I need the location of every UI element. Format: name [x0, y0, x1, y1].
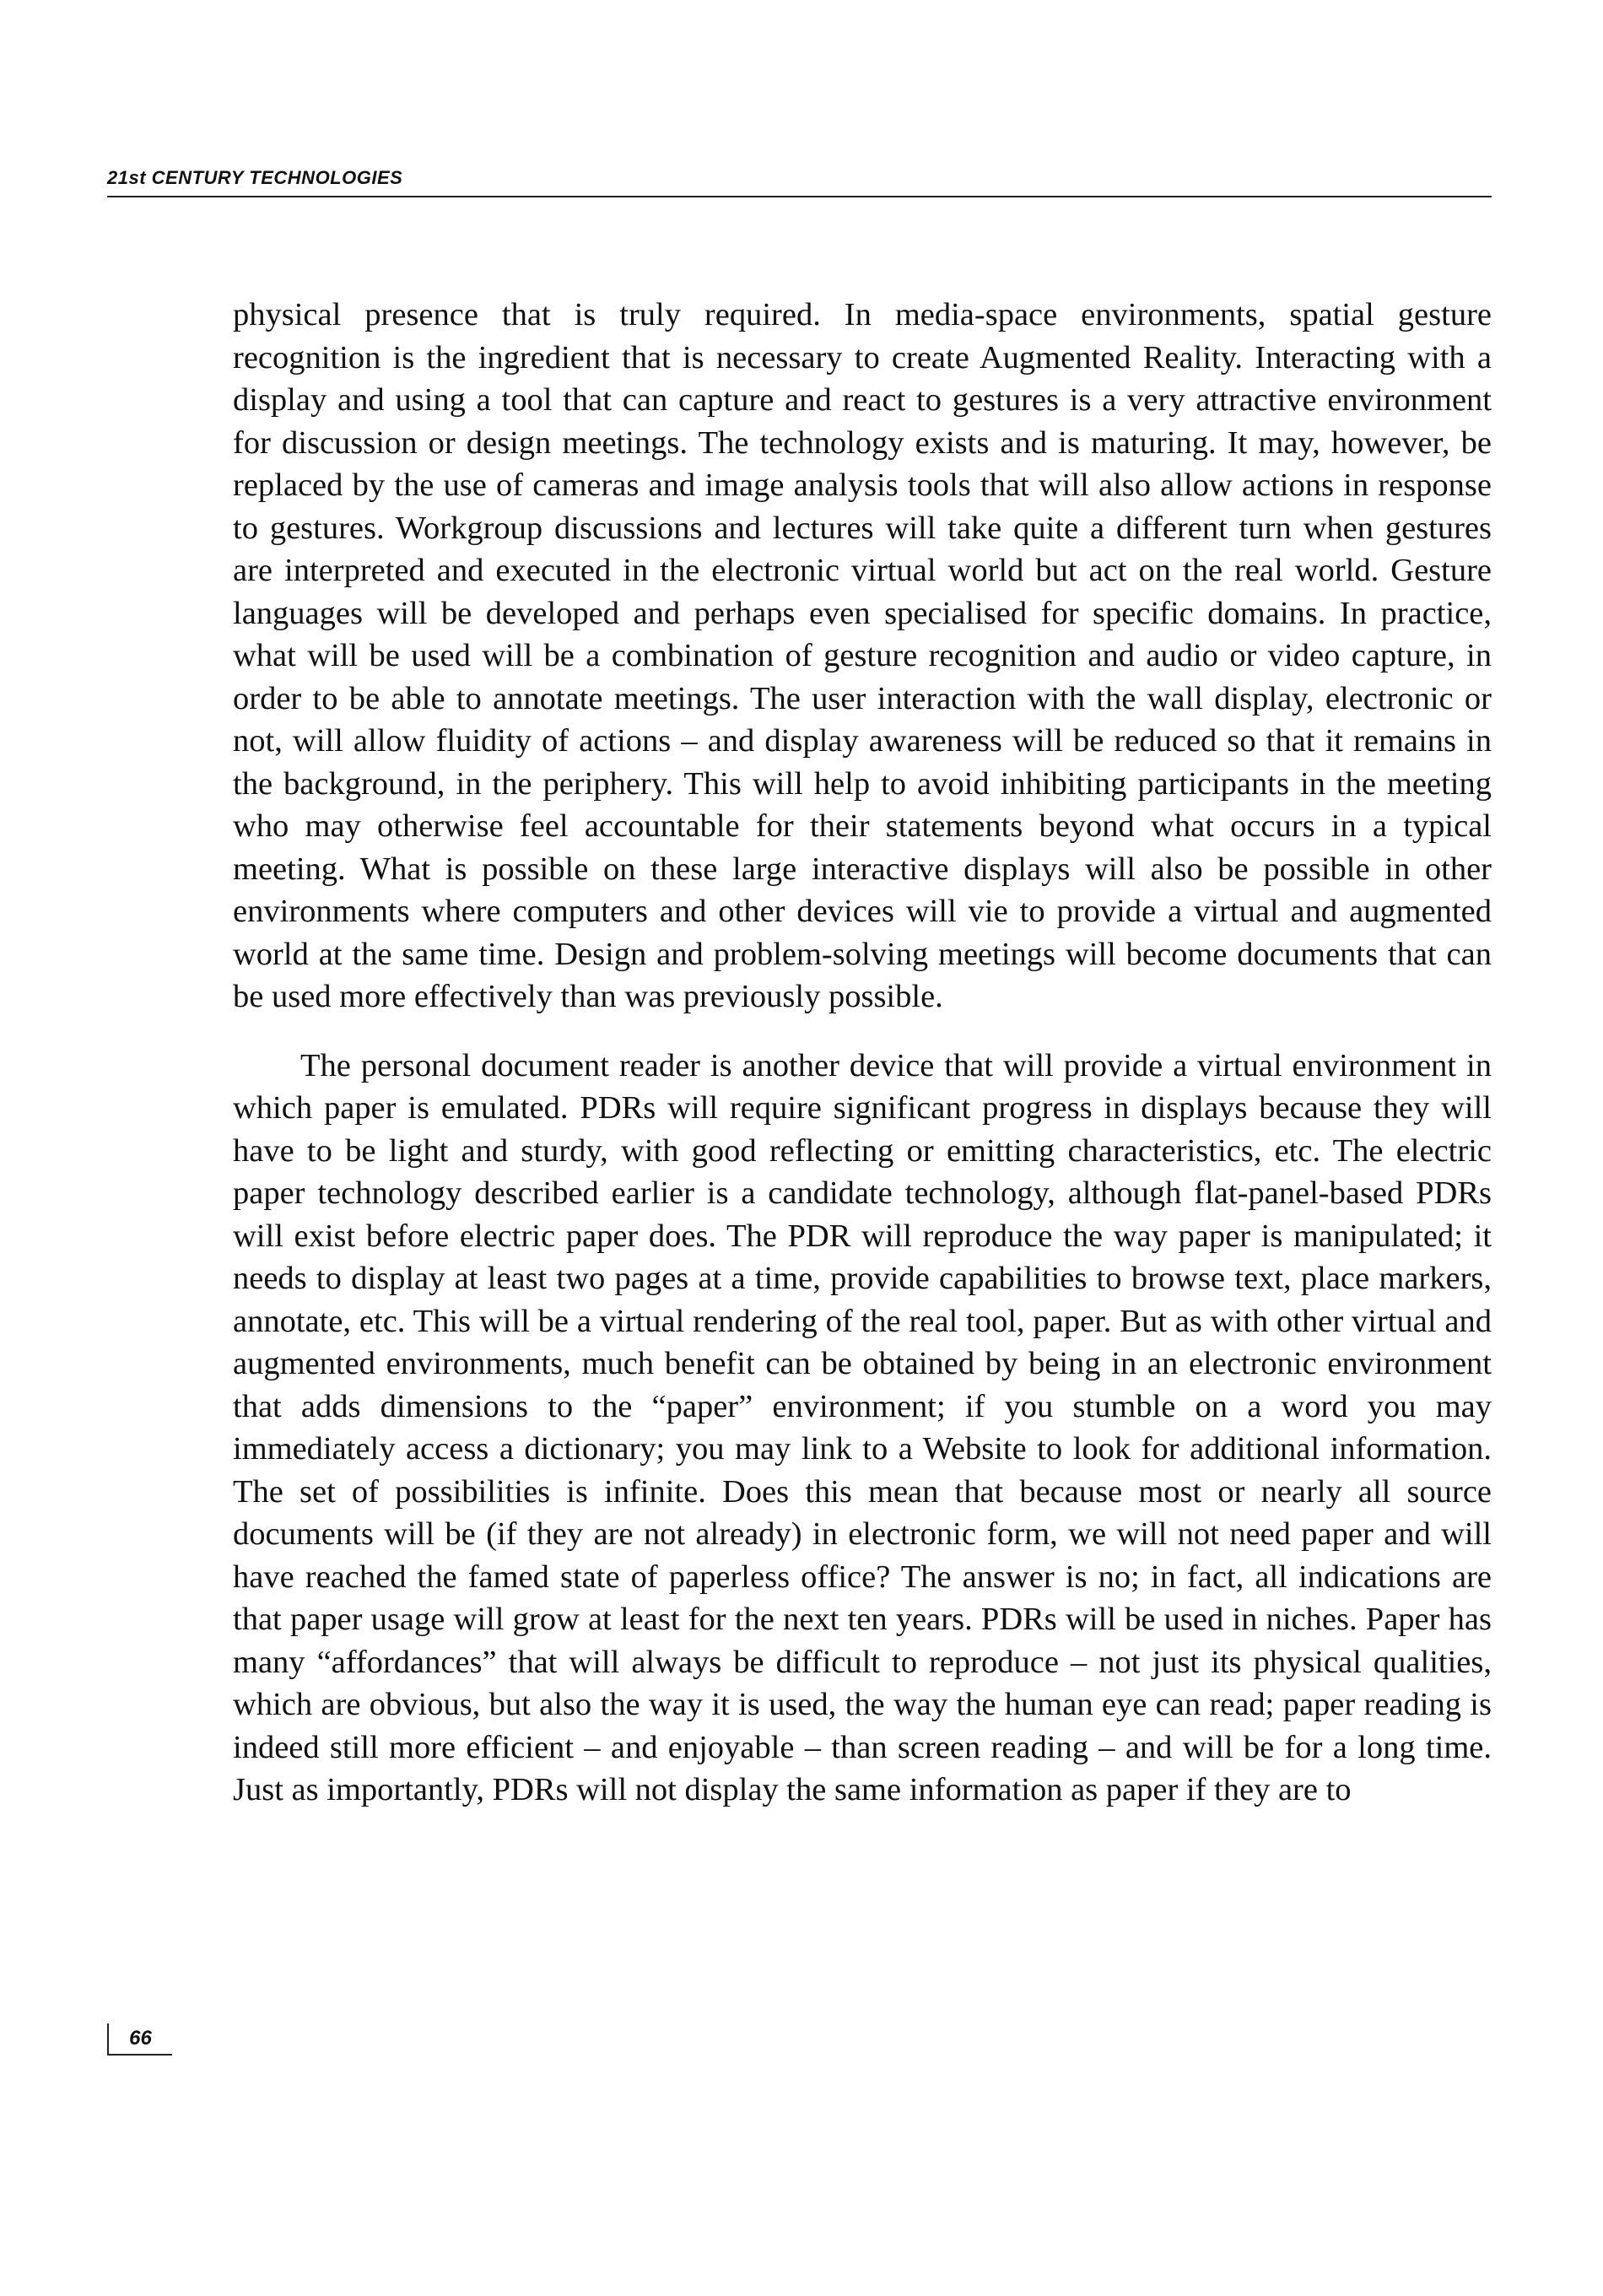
running-header: 21st CENTURY TECHNOLOGIES: [107, 167, 403, 188]
paragraph-2: The personal document reader is another device that will provide a virtual environment in which paper is emulated. PDRs will require significant progress in displays because they will have to be light and sturdy, with good reflecting or emitting characteristics, etc. The electric paper technology described earlier is a candidate technology, although flat-panel-based PDRs will exist before electric paper does. The PDR will reproduce the way paper is manipulated; it needs to display at least two pages at a time, provide capabilities to browse text, place markers, annotate, etc. This will be a virtual rendering of the real tool, paper. But as with other virtual and augmented environments, much benefit can be obtained by being in an electronic environment that adds dimensions to the “paper” environment; if you stumble on a word you may immediately access a dictionary; you may link to a Website to look for additional information. The set of possibilities is infinite. Does this mean that because most or nearly all source documents will be (if they are not already) in electronic form, we will not need paper and will have reached the famed state of paperless office? The answer is no; in fact, all indications are that paper usage will grow at least for the next ten years. PDRs will be used in niches. Paper has many “affordances” that will always be difficult to reproduce – not just its physical qualities, which are obvious, but also the way it is used, the way the human eye can read; paper reading is indeed still more efficient – and enjoyable – than screen reading – and will be for a long time. Just as importantly, PDRs will not display the same information as paper if they are to: [233, 1047, 1492, 1807]
header-rule: [107, 196, 1492, 197]
page-number: 66: [107, 2023, 172, 2056]
paragraph-1: physical presence that is truly required. In media-space environments, spatial gesture recognition is the ingredient that is necessary to create Augmented Reality. Interacting with a display and using a tool that can capture and react to gestures is a very attractive environment for discussion or design meetings. The technology exists and is maturing. It may, however, be replaced by the use of cameras and image analysis tools that will also allow actions in response to gestures. Workgroup discussions and lectures will take quite a different turn when gestures are interpreted and executed in the electronic virtual world but act on the real world. Gesture languages will be developed and perhaps even specialised for specific domains. In practice, what will be used will be a combination of gesture recognition and audio or video capture, in order to be able to annotate meetings. The user interaction with the wall display, electronic or not, will allow fluidity of actions – and display awareness will be reduced so that it remains in the background, in the periphery. This will help to avoid inhibiting participants in the meeting who may otherwise feel accountable for their statements beyond what occurs in a typical meeting. What is possible on these large interactive displays will also be possible in other environments where computers and other devices will vie to provide a virtual and augmented world at the same time. Design and problem-solving meetings will become documents that can be used more effectively than was previously possible.: [233, 297, 1492, 1014]
body-text: [233, 294, 1492, 1812]
